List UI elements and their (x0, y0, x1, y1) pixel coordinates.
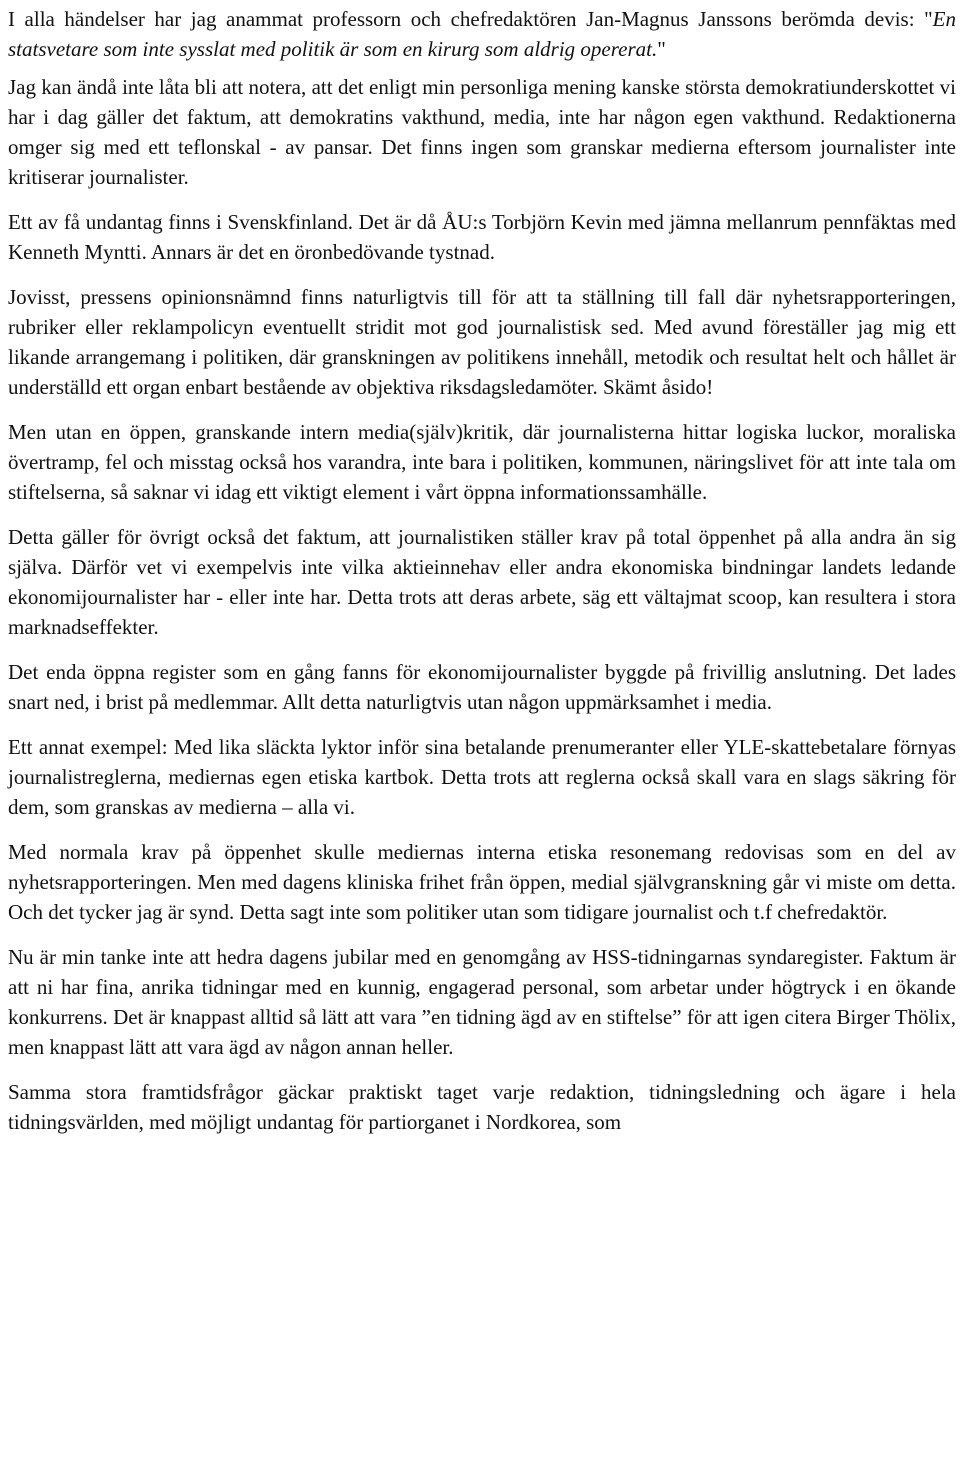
paragraph-10: Nu är min tanke inte att hedra dagens jubilar med en genomgång av HSS-tidningarnas syndaregister. Faktum är att ni har fina, anrika tidningar med en kunnig, engagerad personal, som arbetar under högtryck i en ökande konkurrens. Det är knappast alltid så lätt att vara ”en tidning ägd av en stiftelse” för att igen citera Birger Thölix, men knappast lätt att vara ägd av någon annan heller. (8, 945, 956, 1059)
paragraph-7: Det enda öppna register som en gång fanns för ekonomijournalister byggde på frivillig anslutning. Det lades snart ned, i brist på medlemmar. Allt detta naturligtvis utan någon uppmärksamhet i media. (8, 660, 956, 714)
paragraph-11: Samma stora framtidsfrågor gäckar praktiskt taget varje redaktion, tidningsledning och ägare i hela tidningsvärlden, med möjligt undantag för partiorganet i Nordkorea, som (8, 1080, 956, 1134)
document-page (8, 4, 956, 1152)
paragraph-2: Jag kan ändå inte låta bli att notera, att det enligt min personliga mening kanske största demokratiunderskottet vi har i dag gäller det faktum, att demokratins vakthund, media, inte har någon egen vakthund. Redaktionerna omger sig med ett teflonskal - av pansar. Det finns ingen som granskar medierna eftersom journalister inte kritiserar journalister. (8, 75, 956, 189)
paragraph-1 (8, 4, 956, 64)
paragraph-5: Men utan en öppen, granskande intern media(själv)kritik, där journalisterna hittar logiska luckor, moraliska övertramp, fel och misstag också hos varandra, inte bara i politiken, kommunen, näringslivet för att inte tala om stiftelserna, så saknar vi idag ett viktigt element i vårt öppna informationssamhälle. (8, 420, 956, 504)
paragraph-4: Jovisst, pressens opinionsnämnd finns naturligtvis till för att ta ställning till fall där nyhetsrapporteringen, rubriker eller reklampolicyn eventuellt stridit mot god journalistisk sed. Med avund föreställer jag mig ett likande arrangemang i politiken, där granskningen av politikens innehåll, metodik och resultat helt och hållet är underställd ett organ enbart bestående av objektiva riksdagsledamöter. Skämt åsido! (8, 285, 956, 399)
paragraph-1-quote: En statsvetare som inte sysslat med politik är som en kirurg som aldrig opererat. (8, 7, 956, 61)
paragraph-6: Detta gäller för övrigt också det faktum, att journalistiken ställer krav på total öppenhet på alla andra än sig själva. Därför vet vi exempelvis inte vilka aktieinnehav eller andra ekonomiska bindningar landets ledande ekonomijournalister har - eller inte har. Detta trots att deras arbete, säg ett vältajmat scoop, kan resultera i stora marknadseffekter. (8, 525, 956, 639)
paragraph-9: Med normala krav på öppenhet skulle mediernas interna etiska resonemang redovisas som en del av nyhetsrapporteringen. Men med dagens kliniska frihet från öppen, medial självgranskning går vi miste om detta. Och det tycker jag är synd. Detta sagt inte som politiker utan som tidigare journalist och t.f chefredaktör. (8, 840, 956, 924)
paragraph-8: Ett annat exempel: Med lika släckta lyktor inför sina betalande prenumeranter eller YLE-skattebetalare förnyas journalistreglerna, mediernas egen etiska kartbok. Detta trots att reglerna också skall vara en slags säkring för dem, som granskas av medierna – alla vi. (8, 735, 956, 819)
paragraph-3: Ett av få undantag finns i Svenskfinland. Det är då ÅU:s Torbjörn Kevin med jämna mellanrum pennfäktas med Kenneth Myntti. Annars är det en öronbedövande tystnad. (8, 210, 956, 264)
paragraph-1-text: I alla händelser har jag anammat professorn och chefredaktören Jan-Magnus Janssons berömda devis: " (8, 7, 933, 31)
paragraph-1-closing-quote: " (657, 37, 666, 61)
